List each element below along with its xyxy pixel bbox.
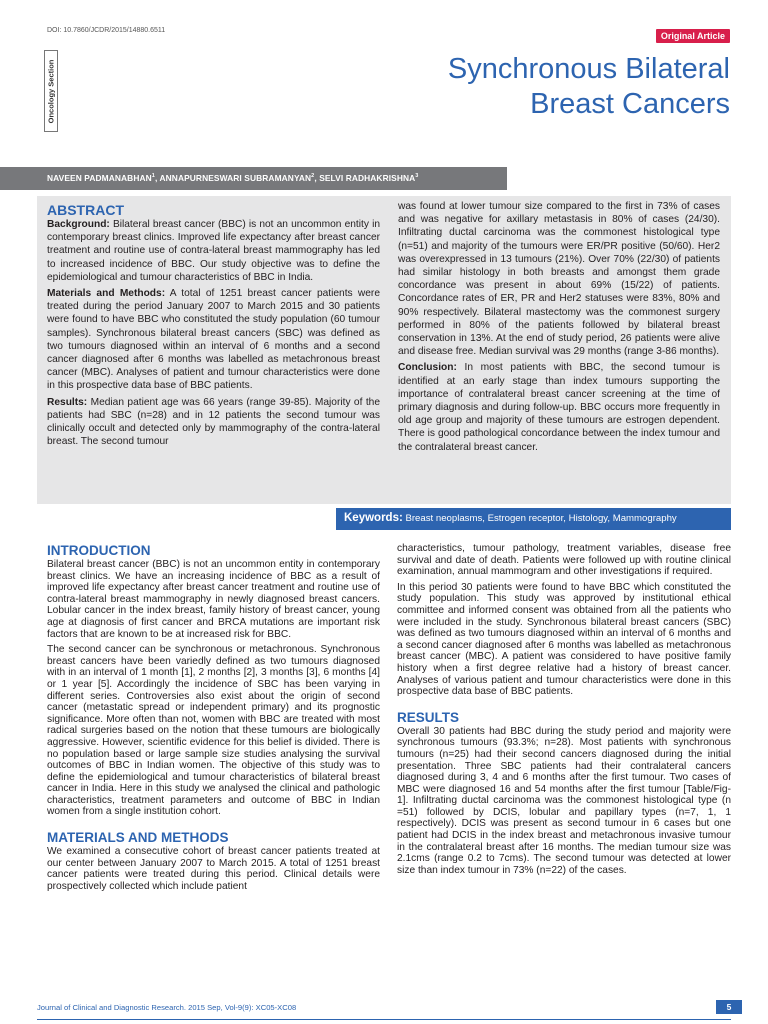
abstract-box: [37, 196, 731, 504]
methods-text: A total of 1251 breast cancer patients were treated during the period January 2007 to March 2015 and 30 patients were found to have BBC who constituted the study population (60 tumour samples). Synchronous bilateral breast cancers (SBC) was defined as two tumours diagnosed within an interval of 6 months and a second cancer diagnosed after 6 months was labelled as metachronous breast cancer (MBC). Analyses of patient and tumour characteristics were done in this prospective data base of BBC patients.: [47, 288, 380, 392]
author-1-affil: 1: [151, 173, 155, 180]
abstract-background: [47, 218, 380, 284]
abstract-conclusion: [398, 361, 720, 453]
article-type-badge: Original Article: [656, 29, 730, 43]
intro-paragraph-1: Bilateral breast cancer (BBC) is not an uncommon entity in contemporary breast clinics. We have an increasing incidence of BBC as a result of improved life expectancy after breast cancer treatment and routine use of contra-lateral breast mammography in newly diagnosed breast cancers. Lobular cancer in the index breast, family history of breast cancer, young age at diagnosis of first cancer and BRCA mutations are important risk factors that are known to be at increased risk for BBC.: [47, 559, 380, 640]
author-3-affil: 3: [415, 173, 419, 180]
abstract-right-column: [398, 200, 720, 457]
body-left-column: [47, 543, 380, 896]
results-text-left: Median patient age was 66 years (range 39-85). Majority of the patients had SBC (n=28) and in 12 patients the second tumour was clinically occult and detected only by mammography of the contra-lateral breast. The second tumour: [47, 396, 380, 448]
keywords-text: Breast neoplasms, Estrogen receptor, Histology, Mammography: [402, 513, 677, 524]
footer-journal: Journal of Clinical and Diagnostic Research. 2015 Sep, Vol-9(9): XC05-XC08: [37, 1003, 297, 1012]
methods-label: Materials and Methods:: [47, 288, 166, 300]
article-title: [310, 52, 730, 122]
body-right-column: [397, 543, 731, 880]
author-2-affil: 2: [311, 173, 315, 180]
introduction-heading: INTRODUCTION: [47, 543, 151, 558]
title-line-2: Breast Cancers: [530, 88, 730, 120]
results-text-right: was found at lower tumour size compared to the first in 73% of cases and was negative for axillary metastasis in 80% of cases (24/30). Infiltrating ductal carcinoma was the commonest histological type (n=51) and majority of the tumours were ER/PR positive (50/60). Her2 was overexpressed in 13 tumours (21%). Over 70% (22/30) of patients had similar histology in both breasts and amongst them grade concordance was present in about 69% (15/22) of patients. Concordance rates of ER, PR and Her2 statuses were 83%, 80% and 90% respectively. Bilateral mastectomy was the commonest surgery performed in 80% of the patients followed by bilateral breast conservation in 13%. At the end of study period, 26 patients were alive and disease free. Median survival was 29 months (range 3-86 months).: [398, 201, 720, 358]
intro-paragraph-2: The second cancer can be synchronous or metachronous. Synchronous breast cancers have been variedly defined as two tumours diagnosed with in an interval of 1 month [1], 2 months [2], 3 months [3], 6 months [4] or 1 year [5]. Accordingly the incidence of SBC has been varying in different series. Controversies also exist about the origin of second cancer (metastatic spread or independent primary) and its prognostic significance. More often than not, women with BBC are treated with most radical surgeries based on the notion that these tumours are biologically aggressive. However, scientific evidence for this belief is divided. There is no population based or large sample size studies analysing the survival outcomes of BBC in Indian women. The objective of this study was to define the epidemiological and tumour characteristics of bilateral breast cancer in India. Here in this study we analysed the clinical and pathologic characteristics, treatment parameters and outcome of BBC in Indian women from a single institution cohort.: [47, 644, 380, 818]
title-line-1: Synchronous Bilateral: [447, 53, 730, 85]
results-heading: RESULTS: [397, 709, 460, 725]
keywords-label: Keywords:: [344, 512, 403, 524]
results-label: Results:: [47, 396, 88, 408]
doi-text: DOI: 10.7860/JCDR/2015/14880.6511: [47, 27, 166, 34]
footer-rule: [37, 1019, 731, 1020]
background-label: Background:: [47, 219, 110, 230]
authors-bar: NAVEEN PADMANABHAN$^1$, ANNAPURNESWARI SUBRAMANYAN$^2$, SELVI RADHAKRISHNA$^3$: [0, 167, 507, 190]
abstract-heading: ABSTRACT: [47, 202, 124, 218]
methods-paragraph-1: We examined a consecutive cohort of breast cancer patients treated at our center between January 2007 to March 2015. A total of 1251 breast cancer patients were treated during this period. Clinical details were prospectively collected which include patient: [47, 846, 380, 892]
abstract-results: [47, 396, 380, 449]
abstract-left-column: [47, 202, 380, 451]
section-tab: [44, 50, 58, 132]
conclusion-text: In most patients with BBC, the second tumour is identified at an early stage than index tumours supporting the importance of contralateral breast cancer screening at the time of primary diagnosis and during follow-up. BBC occurs more frequently in old age group and majority of these tumours are estrogen dependent. There is good pathological concordance between the index tumour and the contralateral breast cancer.: [398, 362, 720, 453]
background-text: Bilateral breast cancer (BBC) is not an uncommon entity in contemporary breast clinics. Improved life expectancy after breast cancer treatment and routine use of contra-lateral breast mammography has led to increased incidence of BBC. Our study objective was to define the epidemiological and tumour characteristics of BBC in India.: [47, 219, 380, 283]
methods-paragraph-2: In this period 30 patients were found to have BBC which constituted the study population. This study was approved by institutional ethical committee and informed consent was obtained from all the patients who were included in the study. Synchronous bilateral breast cancers (SBC) was defined as two tumours diagnosed within an interval of 6 months and a second cancer diagnosed after 6 months was labelled as metachronous breast cancer (MBC). A patient was considered to have positive family history when a first degree relative had a history of breast cancer. Analyses of various patient and tumour characteristics were done in this prospective data base of BBC patients.: [397, 581, 731, 698]
conclusion-label: Conclusion:: [398, 362, 457, 374]
methods-heading: MATERIALS AND METHODS: [47, 830, 229, 846]
author-1: NAVEEN PADMANABHAN: [47, 173, 152, 183]
keywords-bar: [336, 508, 731, 530]
results-paragraph-1: Overall 30 patients had BBC during the study period and majority were synchronous tumours (93.3%; n=28). Most patients with synchronous tumours (n=25) had their second cancers diagnosed during the initial presentation. Three SBC patients had their contralateral cancers diagnosed during 3, 4 and 6 months after the first tumour. Two cases of MBC were diagnosed 16 and 54 months after the first tumour [Table/Fig-1]. Infiltrating ductal carcinoma was the commonest histological type (n =51) followed by DCIS, lobular and papillary types (n=7, 1, 1 respectively). DCIS was present as second tumour in 6 cases but one patient had DCIS in the index breast and metachronous invasive tumour in the contralateral breast after 16 months. The median tumour size was 2.1cms (range 0.2 to 7cms). The second tumour was detected at lower size than index tumour in 73% (n=22) of the cases.: [397, 725, 731, 876]
abstract-methods: [47, 287, 380, 393]
section-label: Oncology Section: [46, 59, 56, 123]
methods-paragraph-1-cont: characteristics, tumour pathology, treatment variables, disease free survival and date of death. Patients were followed up with routine clinical examination, annual mammogram and other investigations if required.: [397, 543, 731, 578]
author-3: SELVI RADHAKRISHNA: [319, 173, 416, 183]
author-2: ANNAPURNESWARI SUBRAMANYAN: [159, 173, 312, 183]
page-number: 5: [716, 1000, 742, 1014]
